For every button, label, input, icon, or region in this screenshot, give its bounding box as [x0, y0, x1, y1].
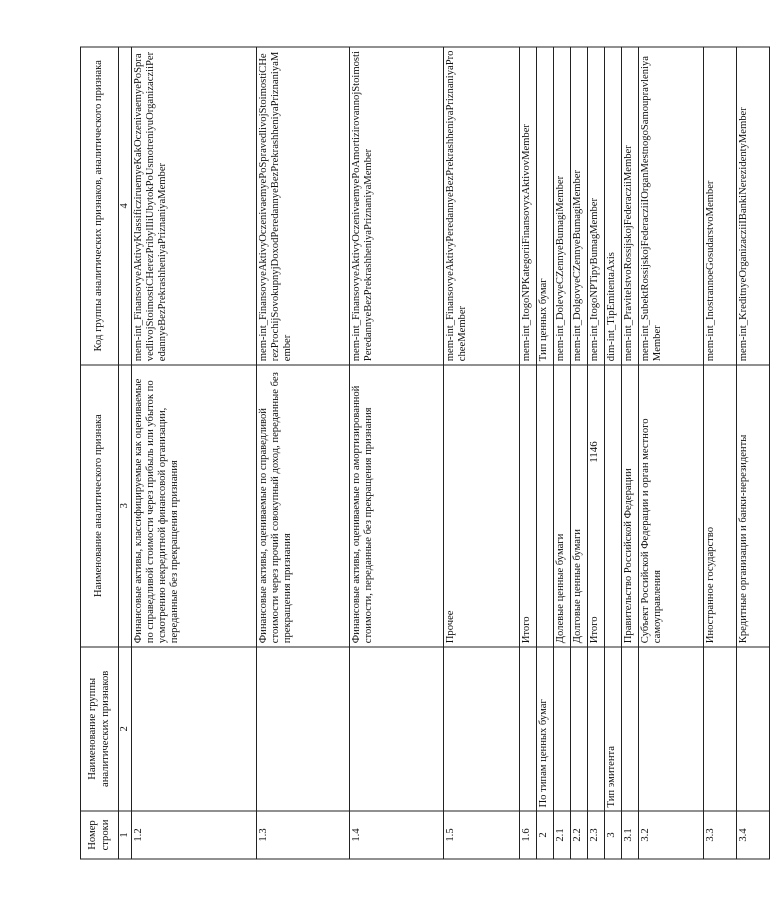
attribute-code: mem-int_ItogoNPKategoriiFinansovyxAktivovMember: [520, 47, 537, 365]
table-row: [444, 47, 520, 859]
table-row: [537, 47, 554, 859]
group-name: [639, 646, 704, 810]
row-number: 3.4: [737, 810, 770, 858]
row-number: 3.1: [622, 810, 639, 858]
attribute-name: Итого: [588, 364, 605, 646]
group-name: [571, 646, 588, 810]
group-name: [554, 646, 571, 810]
table-row: [520, 47, 537, 859]
table-row: [571, 47, 588, 859]
attribute-code: mem-int_KreditnyeOrganizacziiIBankiNerezidentyMember: [737, 47, 770, 365]
attribute-name: [605, 364, 622, 646]
header-row: [81, 47, 119, 859]
attribute-name: Итого: [520, 364, 537, 646]
column-number-row: [119, 47, 132, 859]
attribute-code: mem-int_FinansovyeAktivyKlassificziruemyeKakOczenivaemyePoSpravedlivojStoimostiCHerezPribylIliUbytokPoUsmotreniyuOrganizacziiPeredannyeBezPrekrashheniyaPriznaniyaMember: [132, 47, 257, 365]
attribute-name: [537, 364, 554, 646]
row-number: 3.2: [639, 810, 704, 858]
attribute-code: mem-int_SubektRossijskojFederacziiIOrganMestnogoSamoupravleniyaMember: [639, 47, 704, 365]
column-number: 3: [119, 364, 132, 646]
row-number: 2.2: [571, 810, 588, 858]
group-name: [257, 646, 350, 810]
attributes-table: [80, 46, 770, 859]
header-code: Код группы аналитических признаков, аналитического признака: [81, 47, 119, 365]
group-name: [132, 646, 257, 810]
attribute-name: Прочее: [444, 364, 520, 646]
table-row: [622, 47, 639, 859]
row-number: 2.1: [554, 810, 571, 858]
attribute-name: Иностранное государство: [704, 364, 737, 646]
table-row: [639, 47, 704, 859]
attribute-code: mem-int_PravitelstvoRossijskojFederacziiMember: [622, 47, 639, 365]
attribute-name: Субъект Российской Федерации и орган местного самоуправления: [639, 364, 704, 646]
attribute-name: Правительство Российской Федерации: [622, 364, 639, 646]
header-attribute-name: Наименование аналитического признака: [81, 364, 119, 646]
group-name: [444, 646, 520, 810]
attribute-code: mem-int_DolgovyeCZennyeBumagiMember: [571, 47, 588, 365]
column-number: 1: [119, 810, 132, 858]
column-number: 4: [119, 47, 132, 365]
header-row-number: Номер строки: [81, 810, 119, 858]
attribute-code: mem-int_FinansovyeAktivyOczenivaemyePoAmortizirovannojStoimostiPeredannyeBezPrekrashheniyaPriznaniyaMember: [350, 47, 444, 365]
group-name: По типам ценных бумаг: [537, 646, 554, 810]
attribute-name: Долевые ценные бумаги: [554, 364, 571, 646]
rotated-table-container: [80, 46, 750, 859]
attribute-name: Финансовые активы, оцениваемые по справедливой стоимости через прочий совокупный доход, переданные без прекращения признания: [257, 364, 350, 646]
row-number: 3.3: [704, 810, 737, 858]
row-number: 1.3: [257, 810, 350, 858]
row-number: 1.4: [350, 810, 444, 858]
table-row: [554, 47, 571, 859]
attribute-code: dim-int_TipEmitentaAxis: [605, 47, 622, 365]
row-number: 2: [537, 810, 554, 858]
column-number: 2: [119, 646, 132, 810]
attribute-code: mem-int_DolevyeCZennyeBumagiMember: [554, 47, 571, 365]
attribute-name: Долговые ценные бумаги: [571, 364, 588, 646]
attribute-code: mem-int_ItogoNPTipyBumagMember: [588, 47, 605, 365]
group-name: [350, 646, 444, 810]
group-name: [520, 646, 537, 810]
group-name: [588, 646, 605, 810]
group-name: Тип эмитента: [605, 646, 622, 810]
attribute-code: mem-int_FinansovyeAktivyOczenivaemyePoSpravedlivojStoimostiCHerezProchijSovokupnyjDoxodPeredannyeBezPrekrashheniyaPriznaniyaMember: [257, 47, 350, 365]
table-row: [257, 47, 350, 859]
table-row: [605, 47, 622, 859]
attribute-code: mem-int_FinansovyeAktivyPeredannyeBezPrekrashheniyaPriznaniyaProcheeMember: [444, 47, 520, 365]
row-number: 1.5: [444, 810, 520, 858]
header-group-name: Наименование группы аналитических признаков: [81, 646, 119, 810]
group-name: [737, 646, 770, 810]
table-row: [737, 47, 770, 859]
row-number: 3: [605, 810, 622, 858]
table-row: [704, 47, 737, 859]
attribute-code: Тип ценных бумаг: [537, 47, 554, 365]
group-name: [622, 646, 639, 810]
row-number: 1.2: [132, 810, 257, 858]
page-number: 1146: [588, 441, 600, 463]
attribute-name: Финансовые активы, оцениваемые по амортизированной стоимости, переданные без прекращения признания: [350, 364, 444, 646]
table-row: [132, 47, 257, 859]
table-row: [350, 47, 444, 859]
attribute-code: mem-int_InostrannoeGosudarstvoMember: [704, 47, 737, 365]
table-row: [588, 47, 605, 859]
group-name: [704, 646, 737, 810]
row-number: 1.6: [520, 810, 537, 858]
attribute-name: Финансовые активы, классифицируемые как оцениваемые по справедливой стоимости через прибыль или убыток по усмотрению некредитной финансовой организации, переданные без прекращения признания: [132, 364, 257, 646]
attribute-name: Кредитные организации и банки-нерезиденты: [737, 364, 770, 646]
row-number: 2.3: [588, 810, 605, 858]
